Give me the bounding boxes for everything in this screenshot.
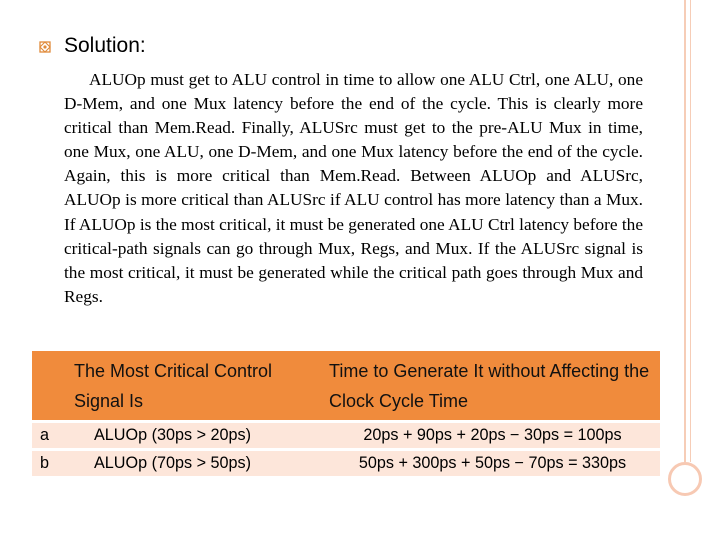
decorative-vertical-line-thin (690, 0, 691, 462)
table-cell: 20ps + 90ps + 20ps − 30ps = 100ps (325, 423, 660, 448)
solution-heading: Solution: (64, 34, 146, 57)
table-cell: 50ps + 300ps + 50ps − 70ps = 330ps (325, 451, 660, 476)
decorative-circle (668, 462, 702, 496)
decorative-vertical-line (684, 0, 686, 462)
table-cell: ALUOp (30ps > 20ps) (70, 423, 325, 448)
table-header-cell: The Most Critical Control Signal Is (70, 351, 325, 420)
results-table (32, 348, 660, 479)
table-row (32, 451, 660, 476)
table-header-cell: Time to Generate It without Affecting the Clock Cycle Time (325, 351, 660, 420)
table-cell: ALUOp (70ps > 50ps) (70, 451, 325, 476)
table-header-cell (32, 351, 70, 420)
solution-paragraph: ALUOp must get to ALU control in time to allow one ALU Ctrl, one ALU, one D-Mem, and one Mux latency before the end of the cycle. This is clearly more critical than Mem.Read. Finally, ALUSrc must get to the pre-ALU Mux in time, one Mux, one ALU, one D-Mem, and one Mux latency before the end of the cycle. Again, this is more critical than Mem.Read. Between ALUOp and ALUSrc, ALUOp is more critical than ALUSrc if ALU control has more latency than a Mux. If ALUOp is the most critical, it must be generated one ALU Ctrl latency before the critical-path signals can go through Mux, Regs, and Mux. If the ALUSrc signal is the most critical, it must be generated while the critical path goes through Mux and Regs. (64, 70, 643, 306)
table-header-row (32, 351, 660, 420)
table-cell: b (32, 451, 70, 476)
table-row (32, 423, 660, 448)
table-cell: a (32, 423, 70, 448)
diamond-bullet-icon (38, 40, 52, 54)
